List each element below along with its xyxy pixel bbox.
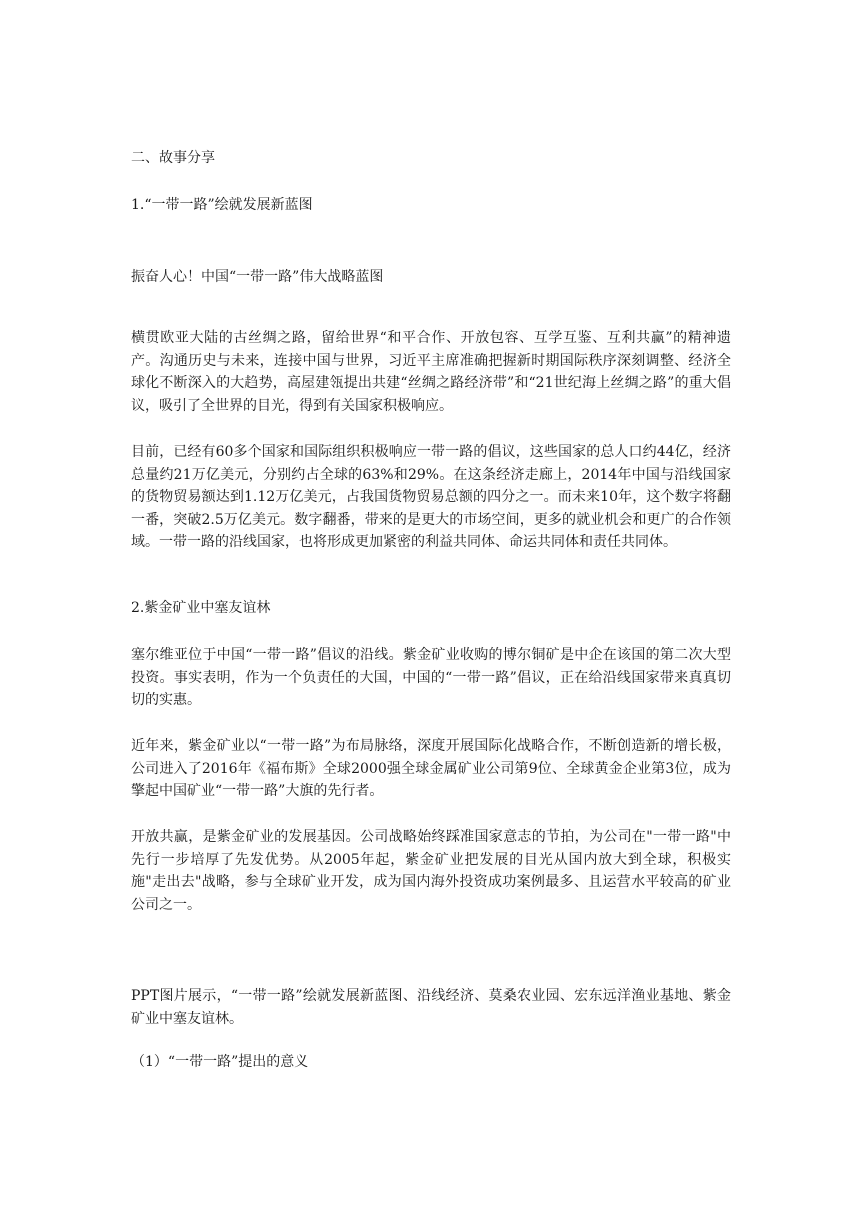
story-1-paragraph-2: 目前，已经有60多个国家和国际组织积极响应一带一路的倡议，这些国家的总人口约44亿，经济总量约21万亿美元，分别约占全球的63%和29%。在这条经济走廊上，2014年中国与沿线国家的货物贸易额达到1.12万亿美元，占我国货物贸易总额的四分之一。而未来10年，这个数字将翻一番，突破2.5万亿美元。数字翻番，带来的是更大的市场空间，更多的就业机会和更广的合作领域。一带一路的沿线国家，也将形成更加紧密的利益共同体、命运共同体和责任共同体。	[131, 444, 731, 551]
story-2-paragraph-3: 开放共赢，是紫金矿业的发展基因。公司战略始终踩准国家意志的节拍，为公司在"一带一路"中先行一步培厚了先发优势。从2005年起，紫金矿业把发展的目光从国内放大到全球，积极实施"走出去"战略，参与全球矿业开发，成为国内海外投资成功案例最多、且运营水平较高的矿业公司之一。	[131, 829, 731, 913]
ppt-display-paragraph: PPT图片展示，“一带一路”绘就发展新蓝图、沿线经济、莫桑农业园、宏东远洋渔业基地、紫金矿业中塞友谊林。	[131, 988, 731, 1027]
document-page	[131, 0, 731, 1216]
story-1-paragraph-1: 横贯欧亚大陆的古丝绸之路，留给世界“和平合作、开放包容、互学互鉴、互利共赢”的精神遗产。沟通历史与未来，连接中国与世界，习近平主席准确把握新时期国际秩序深刻调整、经济全球化不断深入的大趋势，高屋建瓴提出共建“丝绸之路经济带”和“21世纪海上丝绸之路”的重大倡议，吸引了全世界的目光，得到有关国家积极响应。	[131, 330, 731, 414]
section-heading: 二、故事分享	[131, 150, 215, 166]
story-2-title: 2.紫金矿业中塞友谊林	[131, 600, 271, 616]
sub-point-1: （1）“一带一路”提出的意义	[131, 1054, 309, 1070]
story-1-title: 1.“一带一路”绘就发展新蓝图	[131, 197, 313, 213]
story-2-paragraph-1: 塞尔维亚位于中国“一带一路”倡议的沿线。紫金矿业收购的博尔铜矿是中企在该国的第二次大型投资。事实表明，作为一个负责任的大国，中国的“一带一路”倡议，正在给沿线国家带来真真切切的实惠。	[131, 647, 731, 709]
story-1-subtitle: 振奋人心！中国“一带一路”伟大战略蓝图	[131, 269, 384, 285]
story-2-paragraph-2: 近年来，紫金矿业以“一带一路”为布局脉络，深度开展国际化战略合作，不断创造新的增长极，公司进入了2016年《福布斯》全球2000强全球金属矿业公司第9位、全球黄金企业第3位，成为擎起中国矿业“一带一路”大旗的先行者。	[131, 738, 731, 800]
